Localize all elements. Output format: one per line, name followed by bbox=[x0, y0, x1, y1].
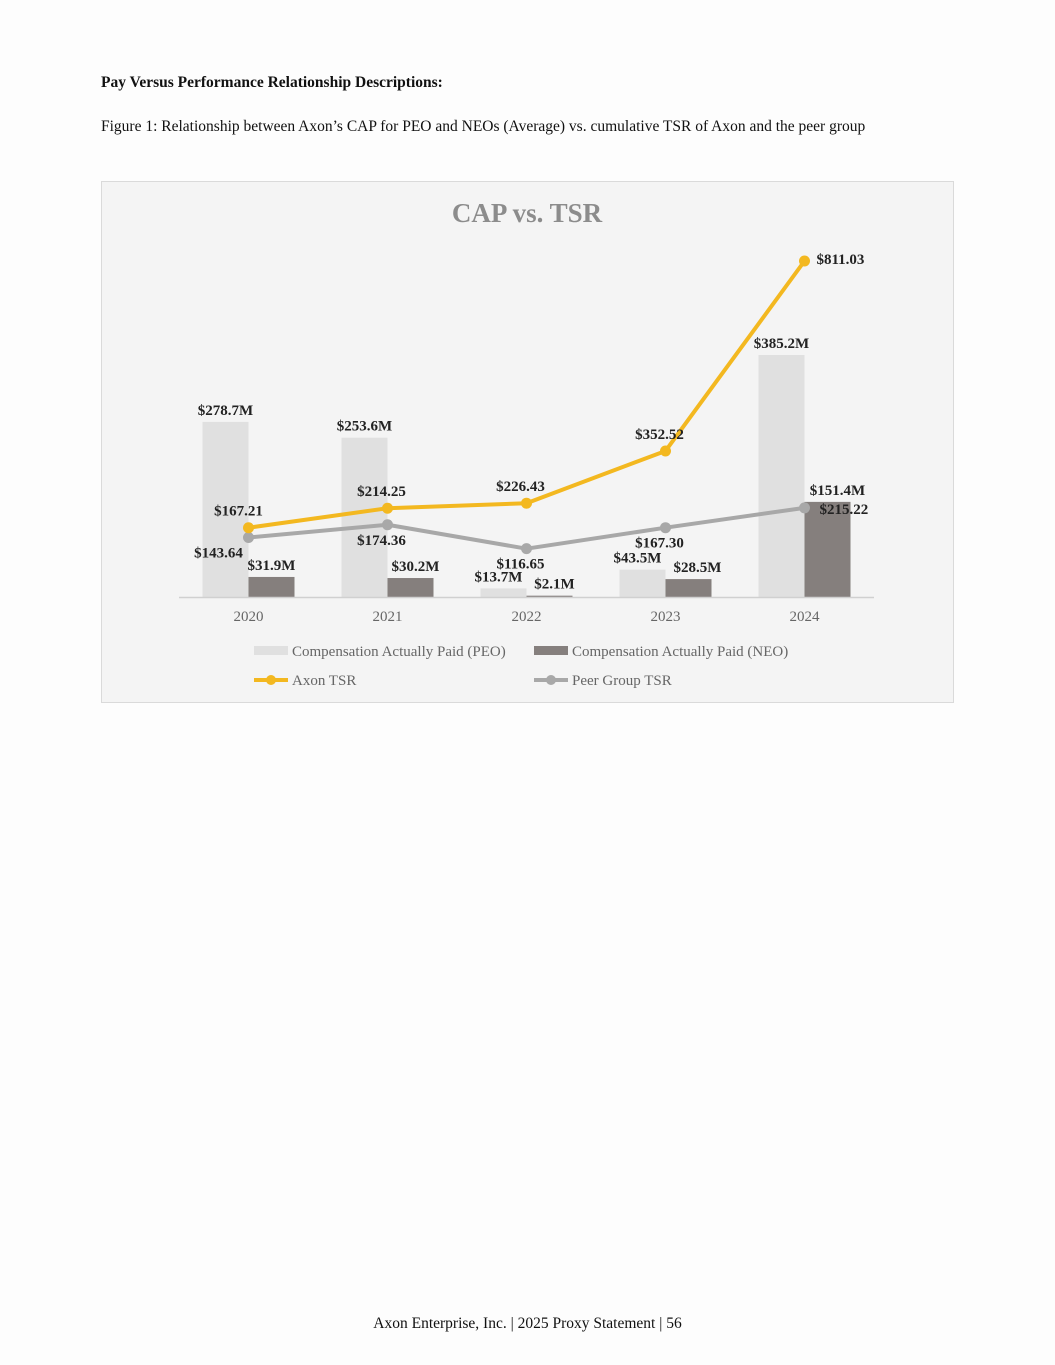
legend-peer-group-tsr-marker bbox=[546, 675, 556, 685]
bar-label-peo-2021: $253.6M bbox=[336, 418, 393, 435]
x-tick-label-2020: 2020 bbox=[233, 609, 264, 625]
chart-frame bbox=[101, 181, 954, 703]
line-label-peer-2023: $167.30 bbox=[635, 535, 684, 552]
legend-neo-swatch bbox=[534, 646, 568, 655]
section-heading: Pay Versus Performance Relationship Descriptions: bbox=[101, 74, 443, 91]
bar-label-peo-2022: $13.7M bbox=[474, 569, 523, 586]
bar-label-neo-2020: $31.9M bbox=[247, 557, 296, 574]
bar-label-neo-2023: $28.5M bbox=[673, 560, 722, 577]
cap-vs-tsr-chart bbox=[102, 182, 953, 702]
bar-label-neo-2021: $30.2M bbox=[391, 559, 440, 576]
bar-neo-2023 bbox=[666, 579, 712, 597]
point-axon-2022 bbox=[521, 498, 532, 509]
bar-peo-2023 bbox=[620, 570, 666, 597]
line-label-peer-2024: $215.22 bbox=[819, 501, 869, 518]
point-peer-2024 bbox=[799, 502, 810, 513]
point-axon-2023 bbox=[660, 445, 671, 456]
legend-peo-swatch bbox=[254, 646, 288, 655]
point-axon-2021 bbox=[382, 503, 393, 514]
line-label-axon-2022: $226.43 bbox=[496, 479, 545, 496]
legend-peer-group-tsr-label: Peer Group TSR bbox=[572, 673, 672, 689]
line-label-axon-2023: $352.52 bbox=[635, 426, 684, 443]
x-tick-label-2021: 2021 bbox=[372, 609, 403, 625]
bar-label-neo-2022: $2.1M bbox=[534, 576, 575, 593]
point-axon-2024 bbox=[799, 256, 810, 267]
line-label-peer-2022: $116.65 bbox=[496, 556, 545, 573]
bar-peo-2021 bbox=[342, 438, 388, 597]
legend-peo-label: Compensation Actually Paid (PEO) bbox=[292, 644, 506, 660]
point-peer-2022 bbox=[521, 543, 532, 554]
point-peer-2023 bbox=[660, 522, 671, 533]
x-tick-label-2024: 2024 bbox=[789, 609, 820, 625]
point-peer-2020 bbox=[243, 532, 254, 543]
bar-neo-2020 bbox=[249, 577, 295, 597]
point-peer-2021 bbox=[382, 519, 393, 530]
bar-peo-2022 bbox=[481, 588, 527, 597]
x-tick-label-2022: 2022 bbox=[511, 609, 542, 625]
legend-axon-tsr-marker bbox=[266, 675, 276, 685]
bar-label-peo-2020: $278.7M bbox=[197, 402, 254, 419]
bar-label-peo-2024: $385.2M bbox=[753, 336, 810, 352]
line-label-peer-2021: $174.36 bbox=[357, 532, 406, 549]
line-label-axon-2024: $811.03 bbox=[816, 252, 865, 268]
line-peer-group-tsr bbox=[249, 508, 805, 549]
line-label-axon-2020: $167.21 bbox=[214, 503, 263, 520]
figure-caption: Figure 1: Relationship between Axon’s CAP for PEO and NEOs (Average) vs. cumulative TSR of Axon and the peer group bbox=[101, 118, 866, 135]
line-label-axon-2021: $214.25 bbox=[357, 484, 406, 501]
bar-peo-2024 bbox=[759, 355, 805, 597]
line-label-peer-2020: $143.64 bbox=[194, 545, 243, 562]
bar-neo-2021 bbox=[388, 578, 434, 597]
bar-label-peo-2023: $43.5M bbox=[613, 550, 662, 567]
legend-axon-tsr-label: Axon TSR bbox=[292, 673, 357, 689]
legend-neo-label: Compensation Actually Paid (NEO) bbox=[572, 644, 789, 660]
chart-title: CAP vs. TSR bbox=[451, 198, 603, 228]
point-axon-2020 bbox=[243, 522, 254, 533]
page-footer: Axon Enterprise, Inc. | 2025 Proxy Statement | 56 bbox=[373, 1315, 682, 1332]
bar-label-neo-2024: $151.4M bbox=[809, 482, 866, 499]
x-tick-label-2023: 2023 bbox=[650, 609, 681, 625]
